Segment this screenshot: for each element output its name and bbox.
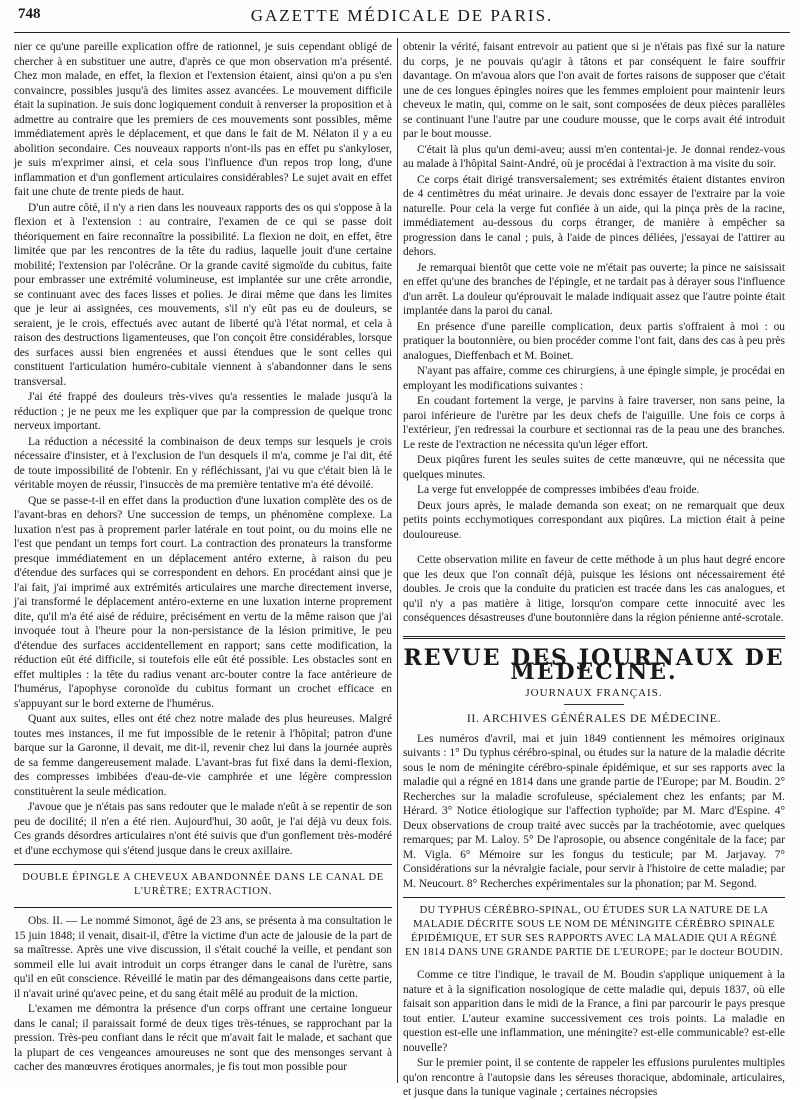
paragraph: Ce corps était dirigé transversalement; ses extrémités étaient distantes environ de 4 centimètres du méat urinaire. Je devais donc essayer de l'extraire par la voie naturelle. Pour cela la verge fut confiée à un aide, qui la pinça près de la racine, immédiatement au-dessous du corps étranger, de manière à empêcher sa progression dans le canal ; puis, à l'aide de pinces déliées, j'essayai de l'attirer au dehors. xyxy=(403,173,785,258)
left-column xyxy=(14,40,392,1085)
header-rule xyxy=(14,32,790,33)
paragraph: En coudant fortement la verge, je parvins à faire traverser, non sans peine, la paroi inférieure de l'urètre par les deux chefs de l'aiguille. Une fois ce corps à l'extérieur, j'en redressai la courbure et sectionnai ras de la peau une des branches. Le reste de l'extraction ne nécessita qu'un léger effort. xyxy=(403,395,785,451)
review-rule xyxy=(403,636,785,639)
paragraph: Comme ce titre l'indique, le travail de M. Boudin s'applique uniquement à la nature et à la signification nosologique de cette maladie qui, depuis 1837, où elle faisait son apparition dans le midi de la France, a fini par parcourir le pays presque tout entier. L'auteur examine successivement ces trois points. La maladie en question est-elle une inflammation, une méningite? est-elle communicable? est-elle nouvelle? xyxy=(403,969,785,1054)
paragraph: Cette observation milite en faveur de cette méthode à un plus haut degré encore que les deux que l'on connaît déjà, puisque les lésions ont nécessairement été doubles. Je crois que la conduite du praticien est tracée dans les cas analogues, et qu'il n'y a pas matière à litige, lorsqu'on compare cette innocuité avec les conséquences désastreuses d'une boutonnière dans la région pénienne anté-scrotale. xyxy=(403,554,785,624)
subtitle-rule xyxy=(564,704,624,705)
paragraph: D'un autre côté, il n'y a rien dans les nouveaux rapports des os qui s'oppose à la flexion et à l'extension : au contraire, l'examen de ce qui se passe doit théoriquement en faire reconnaître la possibilité. La flexion ne doit, en effet, être limitée que par les rencontres de la tête du radius, laquelle jouit d'une certaine mobilité; l'extension par l'olécrâne. Or la grande cavité sigmoïde du cubitus, faite pour embrasser une extrémité volumineuse, est implantée sur une crête arrondie, se continuant avec des faces lisses et polies. Je dirai même que dans les limites que je leur ai assignées, ces mouvements, s'il n'y eût pas eu de douleurs, se seraient, je le crois, effectués avec autant de liberté qu'à l'état normal, et cela à raison des destructions ligamenteuses, que l'on conçoit être considérables, lorsque des surfaces aussi bien engrenées et aussi étendues que le sont celles qui constituent l'articulation huméro-cubitale viennent à s'abandonner dans le sens transversal. xyxy=(14,201,392,388)
running-head xyxy=(18,4,786,34)
paragraph: La verge fut enveloppée de compresses imbibées d'eau froide. xyxy=(417,484,700,496)
review-title: REVUE DES JOURNAUX DE MÉDECINE. xyxy=(403,644,785,685)
journal-title: GAZETTE MÉDICALE DE PARIS. xyxy=(250,6,554,25)
paragraph: nier ce qu'une pareille explication offre de rationnel, je suis cependant obligé de chercher à en substituer une autre, d'après ce que mon observation m'a présenté. Chez mon malade, en effet, la flexion et l'extension étaient, ainsi qu'on a pu s'en convaincre, possibles jusqu'à des limites assez avancées. Le mouvement difficile était la supination. Je suis donc logiquement conduit à renverser la proposition et à admettre au contraire que les premiers de ces mouvements sont possibles, même immédiatement après le déplacement, et que dans le fait de M. Nélaton il y a eu abolition secondaire. Ces nouveaux rapports n'ont-ils pas en effet pu s'ankyloser, je suis m'exprimer ainsi, et cela sous l'influence d'un repos trop long, d'une inflammation et d'un gonflement articulaires considérables? Le sujet avait en effet fait une chute de trente pieds de haut. xyxy=(14,41,392,198)
right-column xyxy=(403,40,785,1098)
review-subtitle: JOURNAUX FRANÇAIS. xyxy=(525,686,663,699)
paragraph: Je remarquai bientôt que cette voie ne m'était pas ouverte; la pince ne saisissait en effet qu'une des branches de l'épingle, et ne tardait pas à dérayer sous l'influence d'un arrêt. La douleur qu'éprouvait le malade indiquait assez que l'autre pointe était implantée dans la paroi du canal. xyxy=(403,261,785,317)
paragraph: J'ai été frappé des douleurs très-vives qu'a ressenties le malade jusqu'à la réduction ; je ne peux me les expliquer que par la compression de quelque tronc nerveux important. xyxy=(14,391,392,432)
paragraph: N'ayant pas affaire, comme ces chirurgiens, à une épingle simple, je procédai en employant les modifications suivantes : xyxy=(403,365,785,392)
paragraph: Deux jours après, le malade demanda son exeat; on ne remarquait que deux petits points ecchymotiques correspondant aux piqûres. La miction était à peine douloureuse. xyxy=(403,499,785,541)
paragraph: obtenir la vérité, faisant entrevoir au patient que si je n'étais pas fixé sur la nature du corps, je ne pouvais qu'agir à tâtons et par conséquent le faire souffrir davantage. On m'avoua alors que l'on avait de fortes raisons de supposer que c'était une de ces longues épingles noires que les femmes emploient pour maintenir leurs cheveux le matin, qui, comme on le sait, sont composées de deux pièces parallèles se continuant l'une l'autre par une coudure mousse, que le corps avait été introduit par le bout mousse. xyxy=(403,41,785,140)
paragraph: Quant aux suites, elles ont été chez notre malade des plus heureuses. Malgré toutes mes instances, il me fut impossible de le retenir à l'hôpital; patron d'une barque sur la Garonne, il devait, me dit-il, revenir chez lui dans la journée auprès de sa femme dangereusement malade. L'avant-bras fut fixé dans la demi-flexion, des compresses imbibées d'eau-de-vie camphrée et une légère compression constituèrent la seule médication. xyxy=(14,713,392,798)
article-rule xyxy=(403,897,785,898)
paragraph: Les numéros d'avril, mai et juin 1849 contiennent les mémoires originaux suivants : 1° Du typhus cérébro-spinal, ou études sur la nature de la maladie décrite sous le nom de méningite cérébro-spinale épidémique, et sur ses rapports avec la maladie qui a régné en 1814 dans une grande partie de l'Europe; par M. Boudin. 2° Recherches sur la maladie scrofuleuse, spécialement chez les enfants; par M. Hérard. 3° Notice étiologique sur l'affection typhoïde; par M. Marc d'Espine. 4° Deux observations de croup traité avec succès par la trachéotomie, avec quelques remarques; par M. Laloy. 5° De l'aprosopie, ou absence congénitale de la face; par M. Vigla. 6° Mémoire sur les fongus du testicule; par M. Jarjavay. 7° Considérations sur la névralgie faciale, pour servir à l'histoire de cette maladie; par M. Neucourt. 8° Recherches expérimentales sur la phonation; par M. Segond. xyxy=(403,732,785,890)
paragraph: Sur le premier point, il se contente de rappeler les effusions purulentes multiples qu'on rencontre à l'autopsie dans les séreuses thoracique, abdominale, articulaires, et jusque dans la tunique vaginale ; certaines nécropsies xyxy=(403,1057,785,1098)
article-heading: DU TYPHUS CÉRÉBRO-SPINAL, OU ÉTUDES SUR LA NATURE DE LA MALADIE DÉCRITE SOUS LE NOM DE MÉNINGITE CÉRÉBRO SPINALE ÉPIDÉMIQUE, ET SUR SES RAPPORTS AVEC LA MALADIE QUI A RÉGNÉ EN 1814 DANS UNE GRANDE PARTIE DE L'EUROPE; par le docteur BOUDIN. xyxy=(405,905,783,958)
paragraph: Deux piqûres furent les seules suites de cette manœuvre, qui ne nécessita que quelques minutes. xyxy=(403,454,785,481)
paragraph: J'avoue que je n'étais pas sans redouter que le malade n'eût à se repentir de son peu de docilité; il n'en a été rien. Aujourd'hui, 30 août, je l'ai déjà vu deux fois. Ces grands désordres articulaires n'ont été suivis que d'un gonflement très-modéré et d'une ecchymose qui s'étend jusque dans le creux axillaire. xyxy=(14,801,392,857)
paragraph: La réduction a nécessité la combinaison de deux temps sur lesquels je crois nécessaire d'insister, et à l'exclusion de l'un desquels il m'a, comme je l'ai dit, été de toute impossibilité de l'obtenir. En y réfléchissant, j'ai vu que c'était bien là le véritable moyen de réussir, l'insuccès de ma première tentative m'a été dévoilé. xyxy=(14,435,392,491)
section-rule xyxy=(14,907,392,908)
column-divider xyxy=(397,38,398,1083)
paragraph: Obs. II. — Le nommé Simonot, âgé de 23 ans, se présenta à ma consultation le 15 juin 1848; il venait, disait-il, d'être la victime d'un acte de jalousie de la part de sa maîtresse. Après une vive discussion, il s'était couché la veille, et pendant son sommeil elle lui avait introduit un corps étranger dans le canal de l'urètre, sans qu'il en eût conscience. Réveillé le matin par des démangeaisons dans cette partie, il n'avait uriné qu'avec peine, et du sang était mêlé au produit de la miction. xyxy=(14,915,392,1000)
page-number: 748 xyxy=(18,6,41,22)
paragraph: Que se passe-t-il en effet dans la production d'une luxation complète des os de l'avant-bras en dehors? Une succession de temps, un phénomène complexe. La luxation n'est pas à proprement parler latérale en tout point, ou du moins elle ne l'est que pendant un temps fort court. La contraction des pronateurs la transforme presque immédiatement en un déplacement antéro externe, à raison du peu d'étendue des surfaces qui se correspondent en dehors. En procédant ainsi que je l'ai fait, j'ai imprimé aux extrémités articulaires une marche directement inverse, j'ai transformé le déplacement antéro-externe en une luxation interne proprement dite, qu'il m'a été aisé de réduire, précisément en vertu de la même raison que j'ai invoquée tout à l'heure pour la non-persistance de la lésion primitive, le peu d'étendue des surfaces accidentellement en rapport; sans cette modification, la réduction eût été difficile, si toutefois elle eût été possible. Les obstacles sont en effet multiples : la tête du radius venant arc-bouter contre la face antérieure de l'humérus, l'apophyse coronoïde du cubitus formant un crochet efficace en s'appuyant sur le bord externe de l'humérus. xyxy=(14,494,392,710)
archives-heading: II. ARCHIVES GÉNÉRALES DE MÉDECINE. xyxy=(466,711,722,725)
section-rule xyxy=(14,864,392,865)
section-title: DOUBLE ÉPINGLE A CHEVEUX ABANDONNÉE DANS LE CANAL DE L'URÈTRE; EXTRACTION. xyxy=(22,872,384,897)
paragraph: En présence d'une pareille complication, deux partis s'offraient à moi : ou pratiquer la boutonnière, ou bien procéder comme l'ont fait, dans des cas à peu près analogues, Dieffenbach et M. Boinet. xyxy=(403,320,785,362)
paragraph: C'était là plus qu'un demi-aveu; aussi m'en contentai-je. Je donnai rendez-vous au malade à l'hôpital Saint-André, où je procédai à l'extraction à ma visite du soir. xyxy=(403,143,785,170)
paragraph: L'examen me démontra la présence d'un corps offrant une certaine longueur dans le canal; il paraissait formé de deux tiges très-ténues, se rapprochant par la pression. Très-peu confiant dans le récit que m'avait fait le malade, et sachant que la plupart de ces vengeances amoureuses ne sont que des mensonges servant à cacher des manœuvres érotiques anormales, je fis tout mon possible pour xyxy=(14,1003,392,1073)
